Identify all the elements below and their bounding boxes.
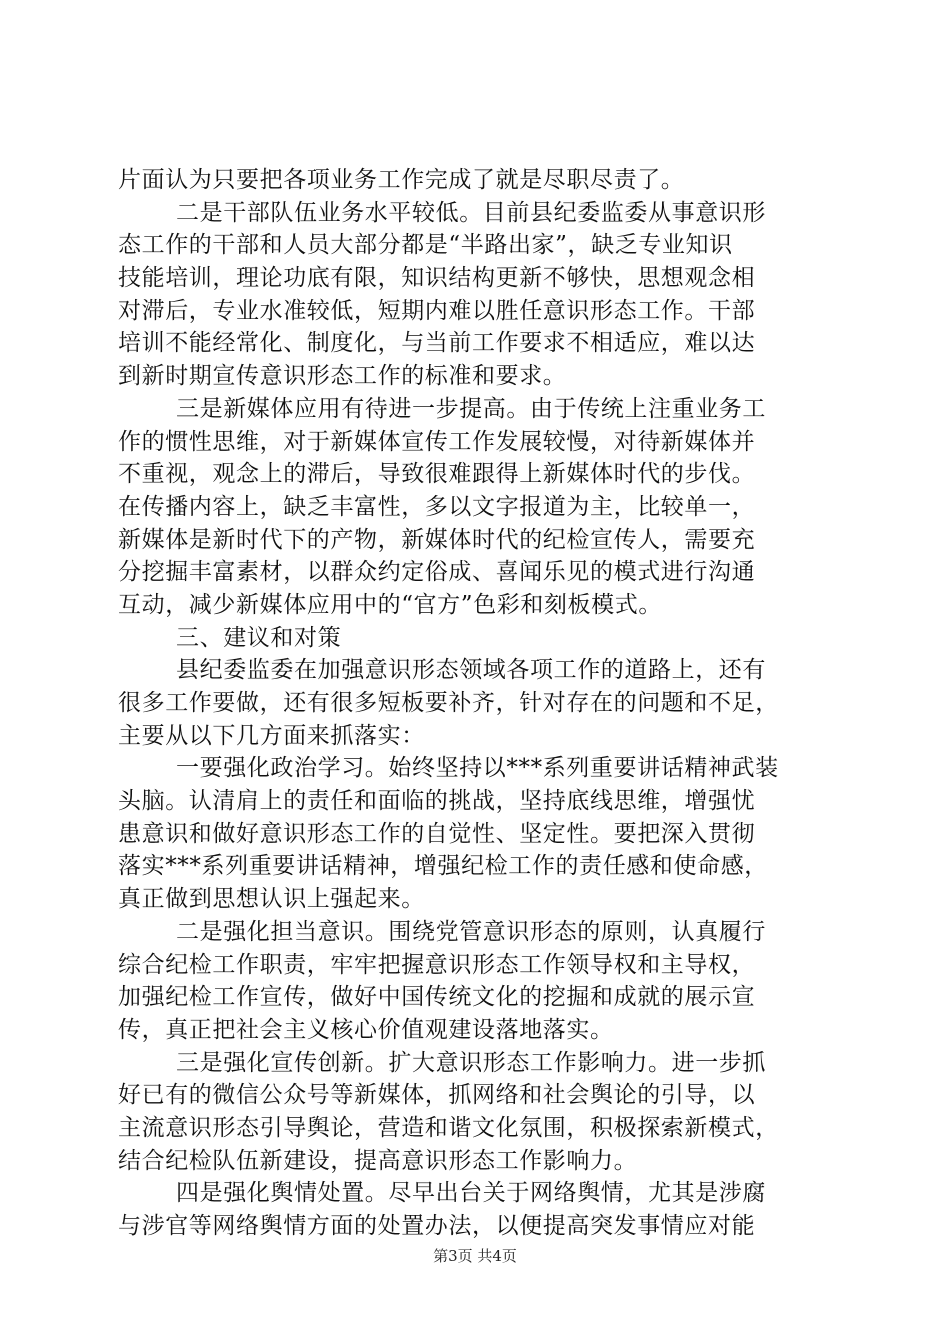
text-line: 到新时期宣传意识形态工作的标准和要求。 bbox=[118, 363, 567, 390]
document-body bbox=[118, 164, 838, 1243]
text-line: 落实***系列重要讲话精神，增强纪检工作的责任感和使命感， bbox=[118, 853, 768, 880]
text-line: 好已有的微信公众号等新媒体，抓网络和社会舆论的引导，以 bbox=[118, 1082, 756, 1109]
text-line: 二是干部队伍业务水平较低。目前县纪委监委从事意识形 bbox=[176, 199, 766, 226]
text-line: 很多工作要做，还有很多短板要补齐，针对存在的问题和不足， bbox=[118, 690, 779, 716]
text-line: 加强纪检工作宣传，做好中国传统文化的挖掘和成就的展示宣 bbox=[118, 984, 756, 1011]
text-line: 一要强化政治学习。始终坚持以***系列重要讲话精神武装 bbox=[176, 755, 779, 782]
text-line: 培训不能经常化、制度化，与当前工作要求不相适应，难以达 bbox=[118, 330, 756, 357]
page-footer: 第3页 共4页 bbox=[433, 1247, 517, 1265]
text-line: 态工作的干部和人员大部分都是“半路出家”，缺乏专业知识 bbox=[118, 232, 733, 259]
text-line: 传，真正把社会主义核心价值观建设落地落实。 bbox=[118, 1016, 614, 1043]
text-line: 主流意识形态引导舆论，营造和谐文化氛围，积极探索新模式， bbox=[118, 1114, 779, 1141]
text-line: 主要从以下几方面来抓落实： bbox=[118, 722, 425, 749]
text-line: 患意识和做好意识形态工作的自觉性、坚定性。要把深入贯彻 bbox=[118, 820, 756, 847]
text-line: 综合纪检工作职责，牢牢把握意识形态工作领导权和主导权， bbox=[118, 951, 756, 978]
text-line: 互动，减少新媒体应用中的“官方”色彩和刻板模式。 bbox=[118, 591, 662, 618]
text-line: 三是强化宣传创新。扩大意识形态工作影响力。进一步抓 bbox=[176, 1049, 766, 1076]
text-line: 三是新媒体应用有待进一步提高。由于传统上注重业务工 bbox=[176, 395, 766, 422]
text-line: 三、建议和对策 bbox=[176, 624, 342, 651]
text-line: 头脑。认清肩上的责任和面临的挑战，坚持底线思维，增强忧 bbox=[118, 788, 756, 815]
text-line: 在传播内容上，缺乏丰富性，多以文字报道为主，比较单一， bbox=[118, 493, 756, 520]
text-line: 二是强化担当意识。围绕党管意识形态的原则，认真履行 bbox=[176, 918, 766, 945]
text-line: 分挖掘丰富素材，以群众约定俗成、喜闻乐见的模式进行沟通 bbox=[118, 559, 756, 586]
text-line: 片面认为只要把各项业务工作完成了就是尽职尽责了。 bbox=[118, 167, 685, 193]
text-line: 县纪委监委在加强意识形态领域各项工作的道路上，还有 bbox=[176, 657, 766, 684]
text-line: 技能培训，理论功底有限，知识结构更新不够快，思想观念相 bbox=[118, 265, 756, 292]
text-line: 不重视，观念上的滞后，导致很难跟得上新媒体时代的步伐。 bbox=[118, 461, 756, 488]
text-line: 结合纪检队伍新建设，提高意识形态工作影响力。 bbox=[118, 1147, 638, 1174]
text-line: 作的惯性思维，对于新媒体宣传工作发展较慢，对待新媒体并 bbox=[118, 428, 756, 455]
text-line: 四是强化舆情处置。尽早出台关于网络舆情，尤其是涉腐 bbox=[176, 1180, 766, 1207]
text-line: 对滞后，专业水准较低，短期内难以胜任意识形态工作。干部 bbox=[118, 297, 756, 324]
text-line: 新媒体是新时代下的产物，新媒体时代的纪检宣传人，需要充 bbox=[118, 526, 756, 553]
text-line: 与涉官等网络舆情方面的处置办法，以便提高突发事情应对能 bbox=[118, 1213, 756, 1239]
text-line: 真正做到思想认识上强起来。 bbox=[118, 886, 425, 913]
